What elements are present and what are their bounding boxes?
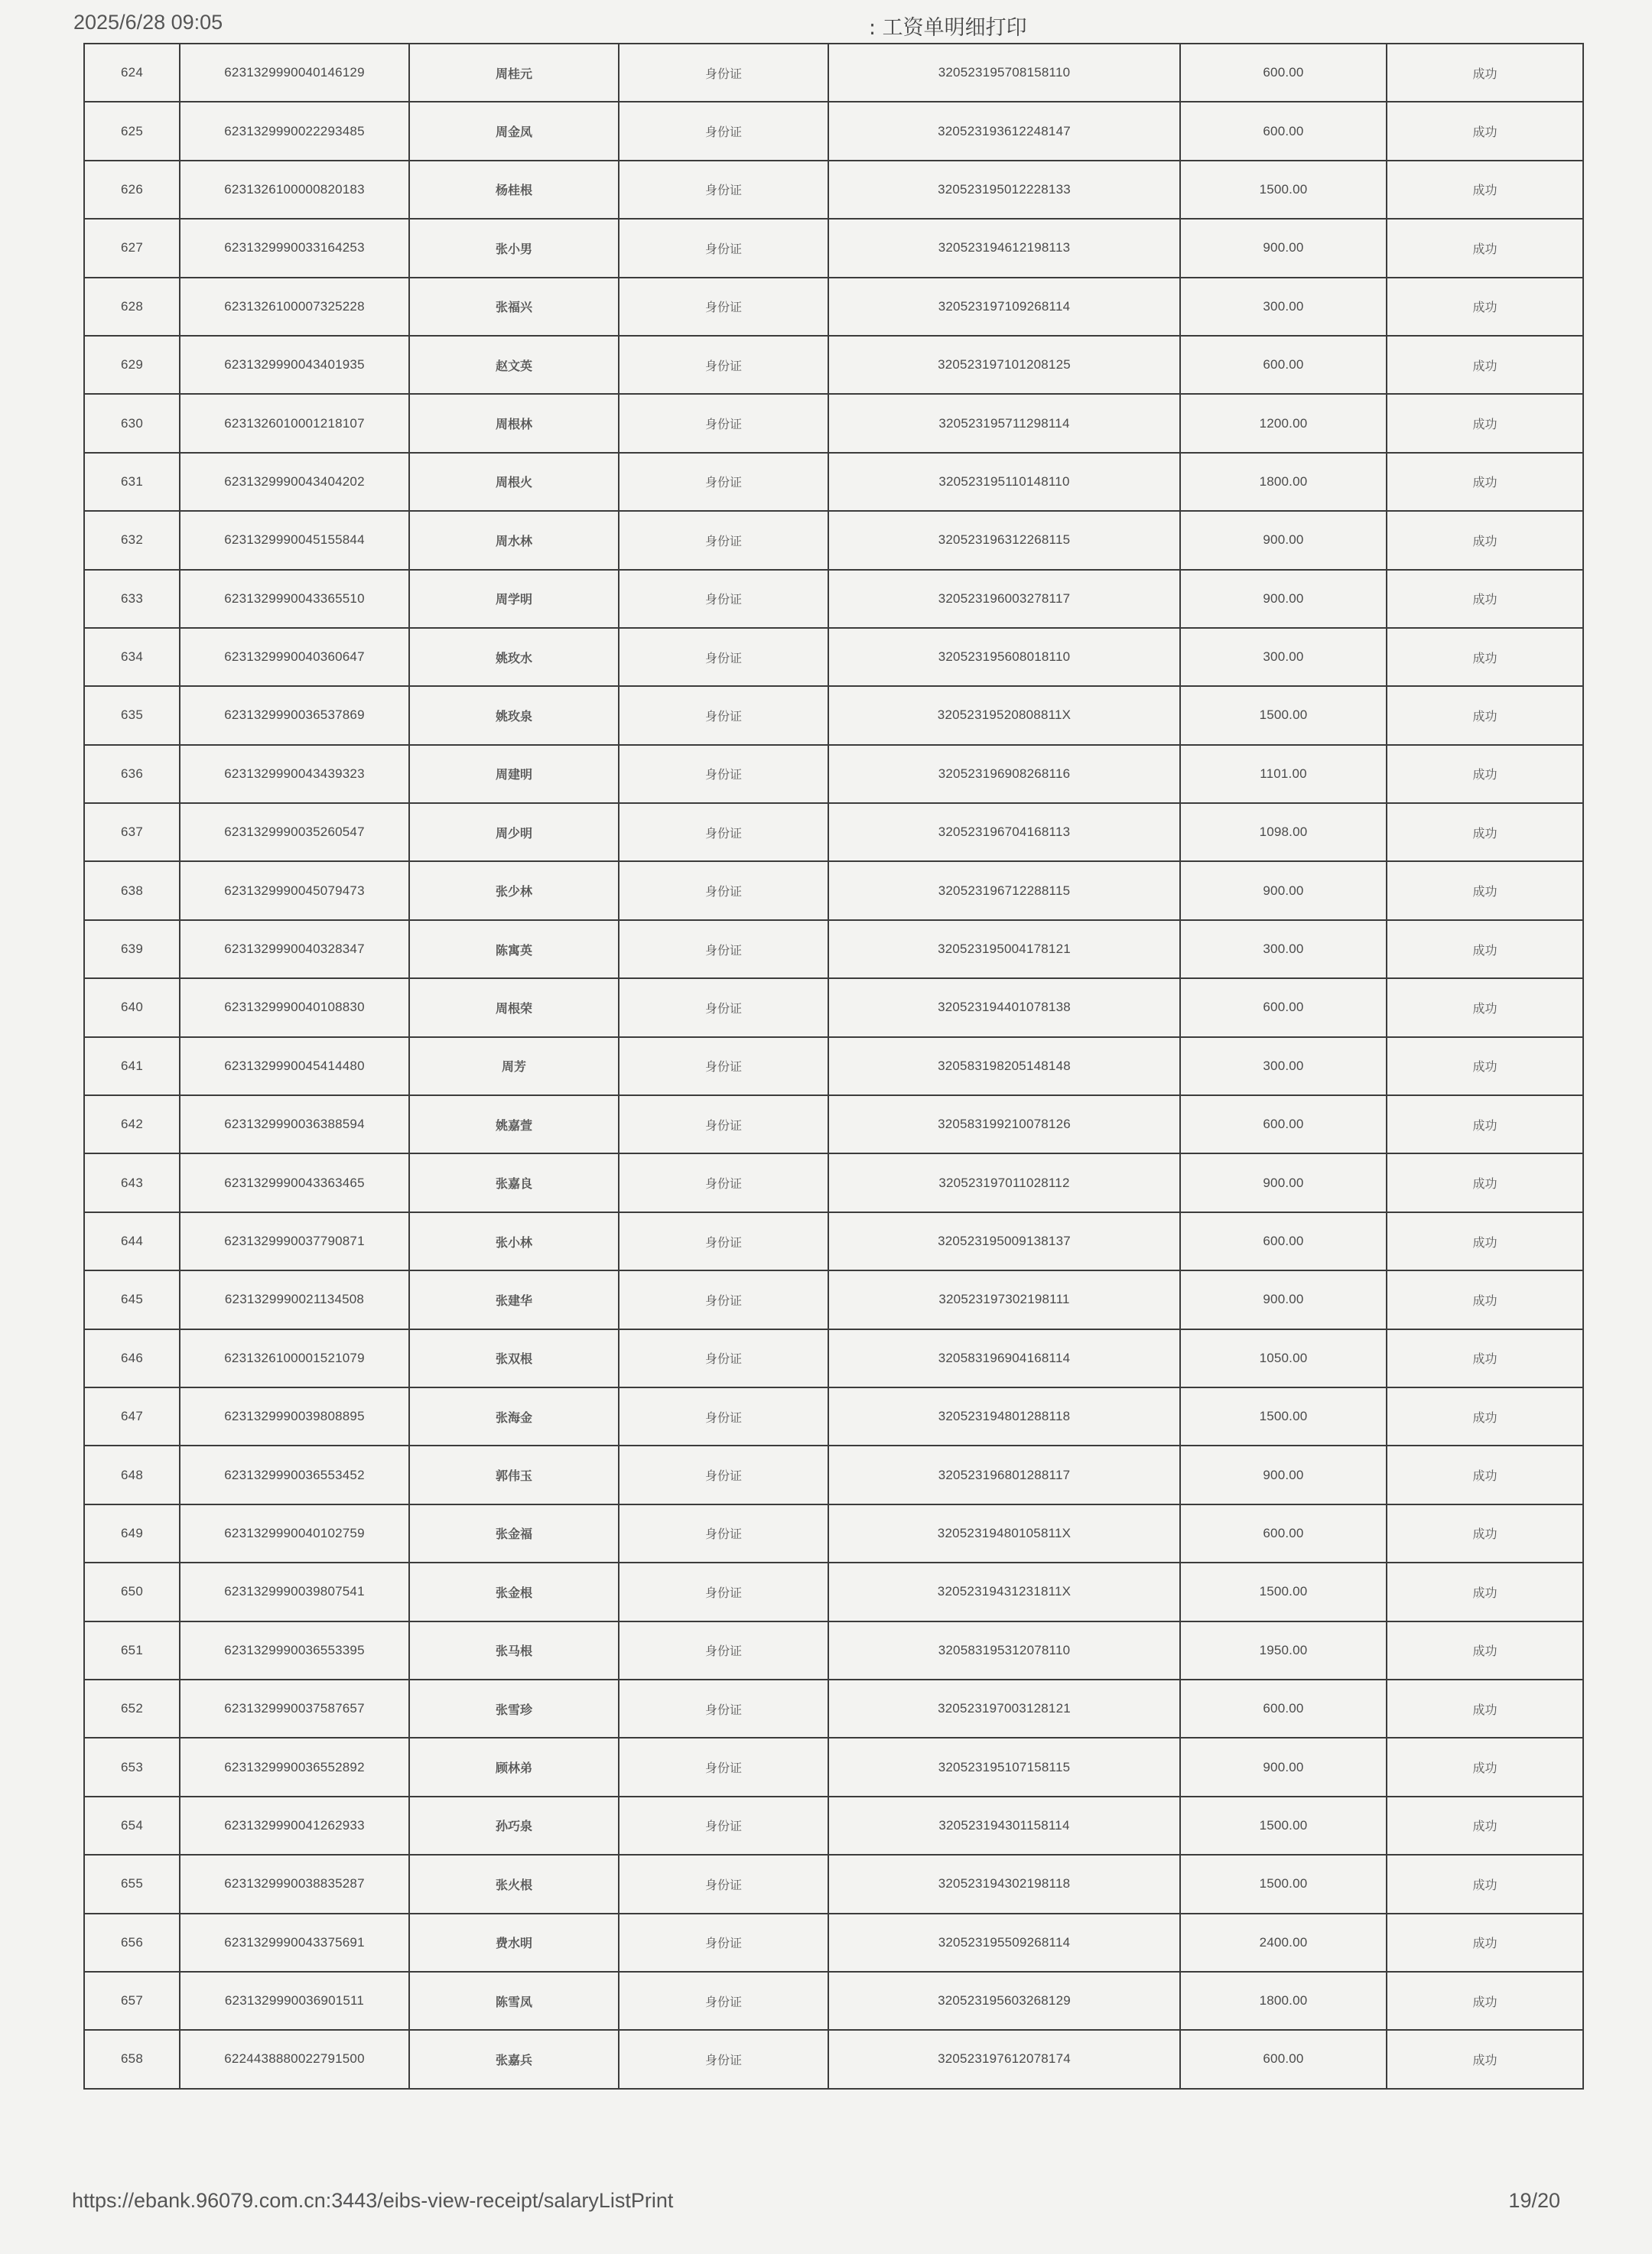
account-number-cell: 6231329990037587657 — [180, 1680, 409, 1738]
id-number-cell: 32052319520808811X — [828, 686, 1180, 744]
id-type-cell: 身份证 — [619, 1680, 828, 1738]
account-number-cell: 6231329990045079473 — [180, 861, 409, 919]
row-seq-cell: 634 — [84, 628, 180, 686]
id-type-cell: 身份证 — [619, 745, 828, 803]
row-seq-cell: 656 — [84, 1914, 180, 1972]
account-number-cell: 6231326010001218107 — [180, 394, 409, 452]
amount-cell: 300.00 — [1180, 628, 1387, 686]
account-number-cell: 6231329990045414480 — [180, 1037, 409, 1095]
row-seq-cell: 654 — [84, 1797, 180, 1855]
status-cell: 成功 — [1387, 745, 1583, 803]
payee-name-cell: 周建明 — [409, 745, 619, 803]
amount-cell: 600.00 — [1180, 336, 1387, 394]
id-number-cell: 320523194612198113 — [828, 219, 1180, 277]
id-number-cell: 320523197003128121 — [828, 1680, 1180, 1738]
salary-detail-table — [83, 43, 1584, 2090]
payee-name-cell: 周根荣 — [409, 978, 619, 1036]
row-seq-cell: 624 — [84, 44, 180, 102]
table-row — [84, 453, 1583, 511]
account-number-cell: 6231329990033164253 — [180, 219, 409, 277]
row-seq-cell: 626 — [84, 161, 180, 219]
table-row — [84, 511, 1583, 569]
account-number-cell: 6231329990036901511 — [180, 1972, 409, 2030]
amount-cell: 1050.00 — [1180, 1329, 1387, 1387]
id-number-cell: 320523193612248147 — [828, 102, 1180, 160]
id-type-cell: 身份证 — [619, 1972, 828, 2030]
table-row — [84, 745, 1583, 803]
id-type-cell: 身份证 — [619, 161, 828, 219]
row-seq-cell: 658 — [84, 2030, 180, 2088]
amount-cell: 600.00 — [1180, 44, 1387, 102]
table-row — [84, 1797, 1583, 1855]
account-number-cell: 6231329990022293485 — [180, 102, 409, 160]
status-cell: 成功 — [1387, 978, 1583, 1036]
payee-name-cell: 陈寓英 — [409, 920, 619, 978]
payee-name-cell: 张小林 — [409, 1212, 619, 1270]
id-number-cell: 320523197011028112 — [828, 1153, 1180, 1212]
status-cell: 成功 — [1387, 628, 1583, 686]
amount-cell: 600.00 — [1180, 2030, 1387, 2088]
id-type-cell: 身份证 — [619, 219, 828, 277]
status-cell: 成功 — [1387, 394, 1583, 452]
id-type-cell: 身份证 — [619, 1797, 828, 1855]
account-number-cell: 6231329990038835287 — [180, 1855, 409, 1913]
payee-name-cell: 周水林 — [409, 511, 619, 569]
amount-cell: 900.00 — [1180, 570, 1387, 628]
row-seq-cell: 637 — [84, 803, 180, 861]
table-row — [84, 1153, 1583, 1212]
row-seq-cell: 639 — [84, 920, 180, 978]
payee-name-cell: 周桂元 — [409, 44, 619, 102]
table-row — [84, 1680, 1583, 1738]
payee-name-cell: 周金凤 — [409, 102, 619, 160]
payee-name-cell: 张双根 — [409, 1329, 619, 1387]
row-seq-cell: 631 — [84, 453, 180, 511]
account-number-cell: 6231329990043375691 — [180, 1914, 409, 1972]
row-seq-cell: 640 — [84, 978, 180, 1036]
account-number-cell: 6231329990036553452 — [180, 1446, 409, 1504]
row-seq-cell: 630 — [84, 394, 180, 452]
amount-cell: 900.00 — [1180, 219, 1387, 277]
row-seq-cell: 629 — [84, 336, 180, 394]
status-cell: 成功 — [1387, 219, 1583, 277]
salary-table-container — [83, 43, 1582, 2090]
id-type-cell: 身份证 — [619, 628, 828, 686]
id-number-cell: 320523196003278117 — [828, 570, 1180, 628]
account-number-cell: 6231329990039808895 — [180, 1387, 409, 1446]
table-row — [84, 2030, 1583, 2088]
payee-name-cell: 郭伟玉 — [409, 1446, 619, 1504]
status-cell: 成功 — [1387, 278, 1583, 336]
status-cell: 成功 — [1387, 1037, 1583, 1095]
amount-cell: 1800.00 — [1180, 1972, 1387, 2030]
id-type-cell: 身份证 — [619, 686, 828, 744]
table-row — [84, 570, 1583, 628]
row-seq-cell: 657 — [84, 1972, 180, 2030]
table-row — [84, 278, 1583, 336]
id-number-cell: 320583198205148148 — [828, 1037, 1180, 1095]
id-type-cell: 身份证 — [619, 1387, 828, 1446]
id-type-cell: 身份证 — [619, 1270, 828, 1329]
id-type-cell: 身份证 — [619, 394, 828, 452]
payee-name-cell: 张少林 — [409, 861, 619, 919]
amount-cell: 900.00 — [1180, 1270, 1387, 1329]
id-number-cell: 320523197302198111 — [828, 1270, 1180, 1329]
table-row — [84, 1037, 1583, 1095]
amount-cell: 600.00 — [1180, 978, 1387, 1036]
table-row — [84, 161, 1583, 219]
payee-name-cell: 张福兴 — [409, 278, 619, 336]
account-number-cell: 6224438880022791500 — [180, 2030, 409, 2088]
amount-cell: 900.00 — [1180, 511, 1387, 569]
status-cell: 成功 — [1387, 1212, 1583, 1270]
payee-name-cell: 周学明 — [409, 570, 619, 628]
amount-cell: 1500.00 — [1180, 161, 1387, 219]
id-number-cell: 320523195608018110 — [828, 628, 1180, 686]
payee-name-cell: 陈雪凤 — [409, 1972, 619, 2030]
id-type-cell: 身份证 — [619, 1504, 828, 1563]
payee-name-cell: 孙巧泉 — [409, 1797, 619, 1855]
table-row — [84, 44, 1583, 102]
account-number-cell: 6231329990043401935 — [180, 336, 409, 394]
payee-name-cell: 杨桂根 — [409, 161, 619, 219]
table-row — [84, 686, 1583, 744]
id-type-cell: 身份证 — [619, 570, 828, 628]
account-number-cell: 6231329990036388594 — [180, 1095, 409, 1153]
row-seq-cell: 627 — [84, 219, 180, 277]
account-number-cell: 6231329990043404202 — [180, 453, 409, 511]
payee-name-cell: 张雪珍 — [409, 1680, 619, 1738]
table-row — [84, 1387, 1583, 1446]
status-cell: 成功 — [1387, 1855, 1583, 1913]
account-number-cell: 6231329990043363465 — [180, 1153, 409, 1212]
table-row — [84, 1329, 1583, 1387]
status-cell: 成功 — [1387, 1329, 1583, 1387]
id-type-cell: 身份证 — [619, 2030, 828, 2088]
row-seq-cell: 648 — [84, 1446, 180, 1504]
table-row — [84, 394, 1583, 452]
table-row — [84, 1212, 1583, 1270]
id-type-cell: 身份证 — [619, 1914, 828, 1972]
payee-name-cell: 顾林弟 — [409, 1738, 619, 1796]
id-number-cell: 320523195711298114 — [828, 394, 1180, 452]
id-number-cell: 320523196908268116 — [828, 745, 1180, 803]
amount-cell: 300.00 — [1180, 920, 1387, 978]
id-number-cell: 320523197612078174 — [828, 2030, 1180, 2088]
account-number-cell: 6231326100001521079 — [180, 1329, 409, 1387]
account-number-cell: 6231329990036552892 — [180, 1738, 409, 1796]
id-type-cell: 身份证 — [619, 511, 828, 569]
table-row — [84, 336, 1583, 394]
id-number-cell: 320523194301158114 — [828, 1797, 1180, 1855]
row-seq-cell: 655 — [84, 1855, 180, 1913]
account-number-cell: 6231329990043439323 — [180, 745, 409, 803]
status-cell: 成功 — [1387, 1153, 1583, 1212]
table-row — [84, 920, 1583, 978]
id-number-cell: 32052319480105811X — [828, 1504, 1180, 1563]
row-seq-cell: 647 — [84, 1387, 180, 1446]
account-number-cell: 6231329990035260547 — [180, 803, 409, 861]
payee-name-cell: 张嘉良 — [409, 1153, 619, 1212]
payee-name-cell: 姚玫泉 — [409, 686, 619, 744]
id-type-cell: 身份证 — [619, 278, 828, 336]
id-number-cell: 320523194302198118 — [828, 1855, 1180, 1913]
account-number-cell: 6231326100000820183 — [180, 161, 409, 219]
id-number-cell: 320523197101208125 — [828, 336, 1180, 394]
row-seq-cell: 633 — [84, 570, 180, 628]
status-cell: 成功 — [1387, 1446, 1583, 1504]
id-type-cell: 身份证 — [619, 336, 828, 394]
amount-cell: 900.00 — [1180, 1446, 1387, 1504]
payee-name-cell: 张海金 — [409, 1387, 619, 1446]
status-cell: 成功 — [1387, 1738, 1583, 1796]
amount-cell: 1500.00 — [1180, 1563, 1387, 1621]
account-number-cell: 6231329990039807541 — [180, 1563, 409, 1621]
payee-name-cell: 费水明 — [409, 1914, 619, 1972]
account-number-cell: 6231329990040108830 — [180, 978, 409, 1036]
amount-cell: 2400.00 — [1180, 1914, 1387, 1972]
amount-cell: 1200.00 — [1180, 394, 1387, 452]
row-seq-cell: 638 — [84, 861, 180, 919]
table-row — [84, 1563, 1583, 1621]
amount-cell: 1500.00 — [1180, 686, 1387, 744]
id-number-cell: 320523195708158110 — [828, 44, 1180, 102]
table-row — [84, 1855, 1583, 1913]
table-row — [84, 219, 1583, 277]
account-number-cell: 6231329990036553395 — [180, 1621, 409, 1680]
id-type-cell: 身份证 — [619, 920, 828, 978]
id-type-cell: 身份证 — [619, 1037, 828, 1095]
id-type-cell: 身份证 — [619, 803, 828, 861]
id-number-cell: 320523195509268114 — [828, 1914, 1180, 1972]
id-type-cell: 身份证 — [619, 102, 828, 160]
amount-cell: 1500.00 — [1180, 1387, 1387, 1446]
id-number-cell: 320523195009138137 — [828, 1212, 1180, 1270]
id-number-cell: 320523195004178121 — [828, 920, 1180, 978]
id-type-cell: 身份证 — [619, 861, 828, 919]
id-number-cell: 320523195110148110 — [828, 453, 1180, 511]
row-seq-cell: 628 — [84, 278, 180, 336]
amount-cell: 300.00 — [1180, 278, 1387, 336]
id-number-cell: 320523195107158115 — [828, 1738, 1180, 1796]
id-type-cell: 身份证 — [619, 1621, 828, 1680]
id-number-cell: 320523194401078138 — [828, 978, 1180, 1036]
status-cell: 成功 — [1387, 920, 1583, 978]
table-row — [84, 1621, 1583, 1680]
status-cell: 成功 — [1387, 1621, 1583, 1680]
row-seq-cell: 646 — [84, 1329, 180, 1387]
payee-name-cell: 张小男 — [409, 219, 619, 277]
payee-name-cell: 张金福 — [409, 1504, 619, 1563]
amount-cell: 1101.00 — [1180, 745, 1387, 803]
row-seq-cell: 641 — [84, 1037, 180, 1095]
account-number-cell: 6231329990040360647 — [180, 628, 409, 686]
row-seq-cell: 635 — [84, 686, 180, 744]
id-number-cell: 320583199210078126 — [828, 1095, 1180, 1153]
id-number-cell: 320523194801288118 — [828, 1387, 1180, 1446]
amount-cell: 1950.00 — [1180, 1621, 1387, 1680]
payee-name-cell: 姚玫水 — [409, 628, 619, 686]
table-row — [84, 978, 1583, 1036]
status-cell: 成功 — [1387, 1387, 1583, 1446]
amount-cell: 900.00 — [1180, 1153, 1387, 1212]
status-cell: 成功 — [1387, 1095, 1583, 1153]
amount-cell: 1500.00 — [1180, 1797, 1387, 1855]
page-url: https://ebank.96079.com.cn:3443/eibs-view-receipt/salaryListPrint — [72, 2189, 674, 2212]
status-cell: 成功 — [1387, 1504, 1583, 1563]
id-type-cell: 身份证 — [619, 1153, 828, 1212]
payee-name-cell: 周根林 — [409, 394, 619, 452]
payee-name-cell: 张火根 — [409, 1855, 619, 1913]
status-cell: 成功 — [1387, 686, 1583, 744]
status-cell: 成功 — [1387, 1797, 1583, 1855]
status-cell: 成功 — [1387, 1563, 1583, 1621]
id-number-cell: 320523197109268114 — [828, 278, 1180, 336]
id-type-cell: 身份证 — [619, 1095, 828, 1153]
account-number-cell: 6231329990041262933 — [180, 1797, 409, 1855]
id-number-cell: 320523196801288117 — [828, 1446, 1180, 1504]
status-cell: 成功 — [1387, 44, 1583, 102]
id-number-cell: 320523196712288115 — [828, 861, 1180, 919]
payee-name-cell: 周根火 — [409, 453, 619, 511]
page-header — [0, 11, 1652, 41]
row-seq-cell: 649 — [84, 1504, 180, 1563]
table-row — [84, 1446, 1583, 1504]
status-cell: 成功 — [1387, 102, 1583, 160]
status-cell: 成功 — [1387, 1680, 1583, 1738]
id-type-cell: 身份证 — [619, 978, 828, 1036]
table-row — [84, 861, 1583, 919]
id-number-cell: 320523195012228133 — [828, 161, 1180, 219]
id-number-cell: 320583196904168114 — [828, 1329, 1180, 1387]
payee-name-cell: 张金根 — [409, 1563, 619, 1621]
status-cell: 成功 — [1387, 861, 1583, 919]
account-number-cell: 6231329990021134508 — [180, 1270, 409, 1329]
amount-cell: 600.00 — [1180, 1504, 1387, 1563]
amount-cell: 1098.00 — [1180, 803, 1387, 861]
table-row — [84, 102, 1583, 160]
print-datetime: 2025/6/28 09:05 — [73, 11, 223, 34]
status-cell: 成功 — [1387, 803, 1583, 861]
row-seq-cell: 645 — [84, 1270, 180, 1329]
row-seq-cell: 644 — [84, 1212, 180, 1270]
table-row — [84, 1270, 1583, 1329]
account-number-cell: 6231329990040328347 — [180, 920, 409, 978]
status-cell: 成功 — [1387, 1972, 1583, 2030]
amount-cell: 600.00 — [1180, 1095, 1387, 1153]
payee-name-cell: 姚嘉萱 — [409, 1095, 619, 1153]
id-number-cell: 320523196704168113 — [828, 803, 1180, 861]
salary-table-body — [84, 44, 1583, 2089]
payee-name-cell: 赵文英 — [409, 336, 619, 394]
page-number: 19/20 — [1508, 2189, 1560, 2212]
amount-cell: 1800.00 — [1180, 453, 1387, 511]
amount-cell: 600.00 — [1180, 1680, 1387, 1738]
account-number-cell: 6231329990040146129 — [180, 44, 409, 102]
row-seq-cell: 653 — [84, 1738, 180, 1796]
amount-cell: 900.00 — [1180, 861, 1387, 919]
id-type-cell: 身份证 — [619, 44, 828, 102]
amount-cell: 900.00 — [1180, 1738, 1387, 1796]
account-number-cell: 6231329990036537869 — [180, 686, 409, 744]
account-number-cell: 6231329990045155844 — [180, 511, 409, 569]
page-title: : 工资单明细打印 — [869, 16, 1027, 40]
row-seq-cell: 643 — [84, 1153, 180, 1212]
row-seq-cell: 636 — [84, 745, 180, 803]
id-type-cell: 身份证 — [619, 1563, 828, 1621]
payee-name-cell: 张嘉兵 — [409, 2030, 619, 2088]
table-row — [84, 1972, 1583, 2030]
payee-name-cell: 张建华 — [409, 1270, 619, 1329]
amount-cell: 300.00 — [1180, 1037, 1387, 1095]
id-type-cell: 身份证 — [619, 1855, 828, 1913]
row-seq-cell: 651 — [84, 1621, 180, 1680]
payee-name-cell: 张马根 — [409, 1621, 619, 1680]
row-seq-cell: 625 — [84, 102, 180, 160]
table-row — [84, 1914, 1583, 1972]
id-number-cell: 320523195603268129 — [828, 1972, 1180, 2030]
amount-cell: 1500.00 — [1180, 1855, 1387, 1913]
table-row — [84, 1504, 1583, 1563]
id-type-cell: 身份证 — [619, 1212, 828, 1270]
id-type-cell: 身份证 — [619, 1738, 828, 1796]
row-seq-cell: 632 — [84, 511, 180, 569]
table-row — [84, 628, 1583, 686]
id-type-cell: 身份证 — [619, 1446, 828, 1504]
status-cell: 成功 — [1387, 453, 1583, 511]
id-number-cell: 320523196312268115 — [828, 511, 1180, 569]
table-row — [84, 1095, 1583, 1153]
payee-name-cell: 周芳 — [409, 1037, 619, 1095]
status-cell: 成功 — [1387, 570, 1583, 628]
id-type-cell: 身份证 — [619, 1329, 828, 1387]
status-cell: 成功 — [1387, 161, 1583, 219]
account-number-cell: 6231329990043365510 — [180, 570, 409, 628]
status-cell: 成功 — [1387, 2030, 1583, 2088]
id-number-cell: 320583195312078110 — [828, 1621, 1180, 1680]
row-seq-cell: 642 — [84, 1095, 180, 1153]
table-row — [84, 803, 1583, 861]
table-row — [84, 1738, 1583, 1796]
status-cell: 成功 — [1387, 1270, 1583, 1329]
id-type-cell: 身份证 — [619, 453, 828, 511]
payee-name-cell: 周少明 — [409, 803, 619, 861]
row-seq-cell: 652 — [84, 1680, 180, 1738]
amount-cell: 600.00 — [1180, 1212, 1387, 1270]
account-number-cell: 6231326100007325228 — [180, 278, 409, 336]
status-cell: 成功 — [1387, 511, 1583, 569]
account-number-cell: 6231329990037790871 — [180, 1212, 409, 1270]
status-cell: 成功 — [1387, 336, 1583, 394]
status-cell: 成功 — [1387, 1914, 1583, 1972]
account-number-cell: 6231329990040102759 — [180, 1504, 409, 1563]
page-footer — [0, 2189, 1652, 2220]
row-seq-cell: 650 — [84, 1563, 180, 1621]
amount-cell: 600.00 — [1180, 102, 1387, 160]
id-number-cell: 32052319431231811X — [828, 1563, 1180, 1621]
